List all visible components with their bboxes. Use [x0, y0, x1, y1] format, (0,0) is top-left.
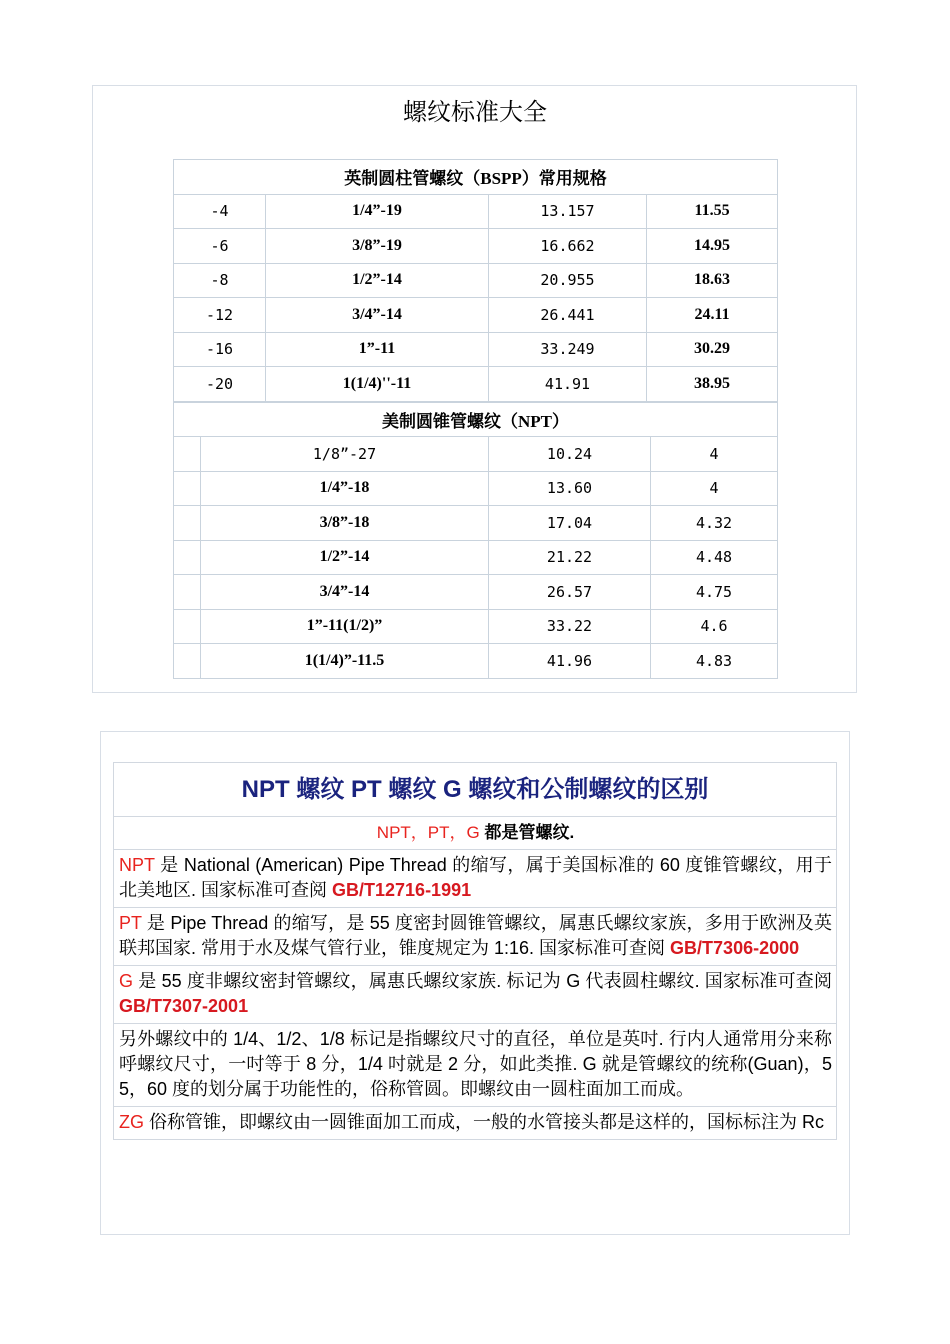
outer-diameter: 26.57 — [489, 575, 651, 610]
intro-row — [114, 817, 837, 850]
npt-description — [114, 850, 837, 908]
npt-row — [174, 540, 778, 575]
bspp-row — [174, 332, 778, 367]
g-standard: GB/T7307-2001 — [119, 996, 249, 1016]
bspp-header: 英制圆柱管螺纹（BSPP）常用规格 — [174, 160, 778, 195]
npt-row — [174, 437, 778, 472]
dash-size: -4 — [174, 194, 266, 229]
npt-text: 是 National (American) Pipe Thread 的缩写，属于美国标准的 60 度锥管螺纹，用于北美地区. 国家标准可查阅 — [119, 855, 832, 900]
thread-value: 4 — [651, 471, 778, 506]
dash-size: -12 — [174, 298, 266, 333]
outer-diameter: 21.22 — [489, 540, 651, 575]
intro-codes: NPT，PT，G — [376, 823, 480, 842]
inner-diameter: 11.55 — [647, 194, 778, 229]
thread-size: 3/4”-14 — [201, 575, 489, 610]
thread-size: 1”-11 — [266, 332, 489, 367]
thread-value: 4.32 — [651, 506, 778, 541]
thread-size: 1(1/4)”-11.5 — [201, 644, 489, 679]
thread-size: 1/4”-19 — [266, 194, 489, 229]
inner-diameter: 38.95 — [647, 367, 778, 402]
bspp-row — [174, 194, 778, 229]
page-title: 螺纹标准大全 — [403, 98, 547, 126]
dash-size: -8 — [174, 263, 266, 298]
pt-description — [114, 908, 837, 966]
npt-row — [174, 609, 778, 644]
blank-cell — [174, 437, 201, 472]
zg-code: ZG — [119, 1112, 144, 1132]
thread-value: 4.6 — [651, 609, 778, 644]
zg-text: 俗称管锥，即螺纹由一圆锥面加工而成，一般的水管接头都是这样的，国标标注为 Rc — [144, 1112, 824, 1132]
thread-size: 1”-11(1/2)” — [201, 609, 489, 644]
outer-diameter: 41.91 — [489, 367, 647, 402]
comparison-title: NPT 螺纹 PT 螺纹 G 螺纹和公制螺纹的区别 — [114, 763, 837, 817]
blank-cell — [174, 471, 201, 506]
blank-cell — [174, 506, 201, 541]
outer-diameter: 13.157 — [489, 194, 647, 229]
npt-standard: GB/T12716-1991 — [332, 880, 472, 900]
thread-size: 1(1/4)''-11 — [266, 367, 489, 402]
outer-diameter: 41.96 — [489, 644, 651, 679]
thread-value: 4 — [651, 437, 778, 472]
g-code: G — [119, 971, 134, 991]
dash-size: -6 — [174, 229, 266, 264]
pt-text: 是 Pipe Thread 的缩写，是 55 度密封圆锥管螺纹，属惠氏螺纹家族，多用于欧洲及英联邦国家. 常用于水及煤气管行业，锥度规定为 1:16. 国家标准可查阅 — [119, 913, 832, 958]
blank-cell — [174, 540, 201, 575]
outer-diameter: 10.24 — [489, 437, 651, 472]
thread-size: 3/4”-14 — [266, 298, 489, 333]
size-notes: 另外螺纹中的 1/4、1/2、1/8 标记是指螺纹尺寸的直径，单位是英吋. 行内人通常用分来称呼螺纹尺寸，一吋等于 8 分，1/4 吋就是 2 分，如此类推. G 就是管螺纹的统称(Guan)，55，60 度的划分属于功能性的，俗称管圆。即螺纹由一圆柱面加工而成。 — [114, 1024, 837, 1107]
inner-diameter: 18.63 — [647, 263, 778, 298]
blank-cell — [174, 609, 201, 644]
g-description — [114, 966, 837, 1024]
pt-standard: GB/T7306-2000 — [670, 938, 800, 958]
blank-cell — [174, 575, 201, 610]
bspp-row — [174, 229, 778, 264]
intro-text: 都是管螺纹. — [479, 823, 575, 842]
outer-diameter: 17.04 — [489, 506, 651, 541]
npt-header: 美制圆锥管螺纹（NPT） — [174, 402, 778, 437]
outer-diameter: 13.60 — [489, 471, 651, 506]
npt-row — [174, 575, 778, 610]
outer-diameter: 16.662 — [489, 229, 647, 264]
blank-cell — [174, 644, 201, 679]
thread-size: 3/8”-19 — [266, 229, 489, 264]
bspp-row — [174, 367, 778, 402]
thread-value: 4.75 — [651, 575, 778, 610]
npt-row — [174, 506, 778, 541]
thread-comparison-table — [113, 762, 837, 1140]
g-text: 是 55 度非螺纹密封管螺纹，属惠氏螺纹家族. 标记为 G 代表圆柱螺纹. 国家标准可查阅 — [133, 971, 832, 991]
dash-size: -20 — [174, 367, 266, 402]
thread-value: 4.83 — [651, 644, 778, 679]
thread-size: 1/2”-14 — [201, 540, 489, 575]
thread-spec-table — [173, 159, 778, 679]
bspp-row — [174, 298, 778, 333]
pt-code: PT — [119, 913, 142, 933]
thread-value: 4.48 — [651, 540, 778, 575]
outer-diameter: 33.249 — [489, 332, 647, 367]
thread-size: 1/2”-14 — [266, 263, 489, 298]
thread-size: 3/8”-18 — [201, 506, 489, 541]
npt-code: NPT — [119, 855, 155, 875]
npt-row — [174, 644, 778, 679]
inner-diameter: 14.95 — [647, 229, 778, 264]
outer-diameter: 26.441 — [489, 298, 647, 333]
dash-size: -16 — [174, 332, 266, 367]
thread-size: 1/8”-27 — [201, 437, 489, 472]
thread-size: 1/4”-18 — [201, 471, 489, 506]
inner-diameter: 24.11 — [647, 298, 778, 333]
outer-diameter: 33.22 — [489, 609, 651, 644]
npt-row — [174, 471, 778, 506]
bspp-row — [174, 263, 778, 298]
outer-diameter: 20.955 — [489, 263, 647, 298]
zg-description — [114, 1107, 837, 1140]
inner-diameter: 30.29 — [647, 332, 778, 367]
